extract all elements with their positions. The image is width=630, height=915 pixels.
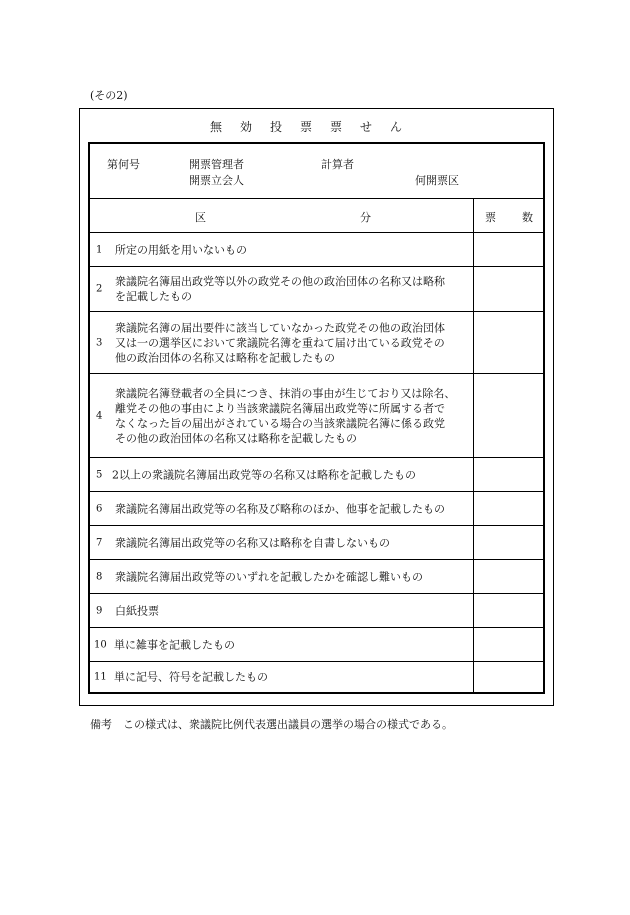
table-row [90, 312, 543, 374]
table-row [90, 492, 543, 526]
row-number: 1 [96, 244, 103, 255]
row-number: 7 [96, 537, 103, 548]
counting-manager-label: 開票管理者 [189, 158, 244, 171]
row-text: 単に雑事を記載したもの [114, 638, 235, 651]
row-text: 衆議院名簿届出政党等の名称又は略称を自書しないもの [115, 536, 390, 549]
table-row [90, 594, 543, 628]
calculator-label: 計算者 [321, 158, 354, 171]
counting-district-label: 何開票区 [415, 174, 459, 187]
category-header-a: 区 [195, 211, 206, 224]
part-label: (その2) [90, 89, 128, 102]
row-text: 白紙投票 [115, 604, 159, 617]
row-number: 5 [96, 469, 103, 480]
row-text: 衆議院名簿届出政党等のいずれを記載したかを確認し難いもの [115, 570, 423, 583]
row-number: 3 [96, 337, 103, 348]
count-header-b: 数 [522, 211, 533, 224]
row-text: 衆議院名簿届出政党等以外の政党その他の政治団体の名称又は略称 を記載したもの [115, 275, 445, 303]
row-text: 衆議院名簿登載者の全員につき、抹消の事由が生じており又は除名、 離党その他の事由により当該衆議院名簿届出政党等に所属する者で なくなった旨の届出がされている場合の当該衆議院名簿に係る政党 その他の政治団体の名称又は略称を記載したもの [115, 386, 456, 445]
row-number: 4 [96, 410, 103, 421]
category-header-b: 分 [360, 211, 371, 224]
remarks-note: 備考 この様式は、衆議院比例代表選出議員の選挙の場合の様式である。 [90, 718, 453, 731]
row-number: 11 [94, 671, 107, 683]
category-header-cell [90, 199, 474, 232]
row-number: 2 [96, 283, 103, 295]
table-row [90, 560, 543, 594]
table-row [90, 458, 543, 492]
row-number: 8 [96, 571, 103, 582]
row-text: 2以上の衆議院名簿届出政党等の名称又は略称を記載したもの [112, 468, 416, 481]
count-header-a: 票 [485, 211, 496, 224]
counting-witness-label: 開票立会人 [189, 174, 244, 187]
table-row [90, 526, 543, 560]
row-text: 所定の用紙を用いないもの [115, 243, 247, 256]
row-number: 6 [96, 503, 103, 514]
row-text: 単に記号、符号を記載したもの [114, 670, 268, 684]
seat-number-label: 第何号 [107, 158, 140, 171]
table-row [90, 662, 543, 692]
row-text: 衆議院名簿届出政党等の名称及び略称のほか、他事を記載したもの [115, 502, 445, 515]
table-row [90, 374, 543, 458]
invalid-vote-table [88, 142, 545, 694]
table-row [90, 267, 543, 312]
row-text: 衆議院名簿の届出要件に該当していなかった政党その他の政治団体 又は一の選挙区において衆議院名簿を重ねて届け出ている政党その 他の政治団体の名称又は略称を記載したもの [115, 321, 445, 364]
table-row [90, 628, 543, 662]
column-header [90, 199, 543, 233]
form-title: 無効投票票せん [209, 120, 420, 134]
row-number: 10 [94, 639, 107, 650]
header-block [90, 144, 543, 199]
table-row [90, 233, 543, 267]
row-number: 9 [96, 605, 103, 616]
